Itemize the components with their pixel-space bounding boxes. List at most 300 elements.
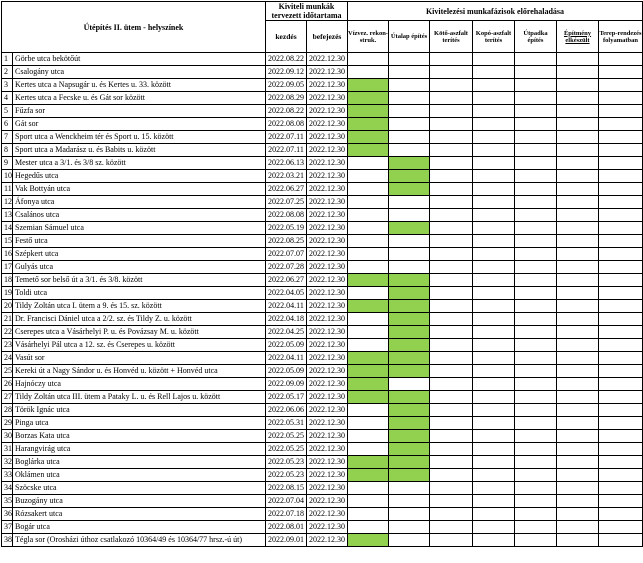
phase-cell: [430, 79, 473, 92]
phase-cell: [557, 183, 599, 196]
row-number: 32: [2, 456, 13, 469]
phase-cell: [473, 287, 515, 300]
phase-cell-done: [348, 92, 389, 105]
phase-cell: [557, 495, 599, 508]
table-row: [2, 235, 643, 248]
row-number: 26: [2, 378, 13, 391]
phase-cell-done: [389, 326, 430, 339]
end-date: 2022.12.30: [307, 313, 348, 326]
table-row: [2, 417, 643, 430]
phase-cell: [389, 248, 430, 261]
phase-cell: [557, 365, 599, 378]
phase-cell: [473, 274, 515, 287]
location-name: Sport utca a Madarász u. és Babits u. között: [13, 144, 266, 157]
table-row: [2, 430, 643, 443]
row-number: 9: [2, 157, 13, 170]
table-row: [2, 534, 643, 547]
start-date: 2022.07.18: [266, 508, 307, 521]
start-date: 2022.05.09: [266, 339, 307, 352]
row-number: 7: [2, 131, 13, 144]
phase-cell: [599, 53, 643, 66]
phase-cell: [599, 144, 643, 157]
phase-cell: [473, 352, 515, 365]
phase-cell: [599, 157, 643, 170]
phase-cell: [473, 365, 515, 378]
start-date: 2022.04.11: [266, 352, 307, 365]
phase-cell-done: [389, 157, 430, 170]
phase-cell: [473, 66, 515, 79]
phase-cell: [515, 313, 557, 326]
phase-cell: [557, 53, 599, 66]
phase-cell: [430, 482, 473, 495]
phase-cell: [515, 144, 557, 157]
phase-cell: [599, 339, 643, 352]
table-row: [2, 157, 643, 170]
phase-cell: [430, 339, 473, 352]
phase-cell: [389, 534, 430, 547]
phase-cell: [348, 313, 389, 326]
phase-cell: [430, 261, 473, 274]
phase-cell-done: [348, 378, 389, 391]
location-name: Toldi utca: [13, 287, 266, 300]
phase-cell: [473, 248, 515, 261]
table-row: [2, 469, 643, 482]
phase-cell-done: [389, 183, 430, 196]
location-name: Festő utca: [13, 235, 266, 248]
table-row: [2, 326, 643, 339]
start-date: 2022.04.18: [266, 313, 307, 326]
phase-cell: [389, 144, 430, 157]
phase-cell: [557, 170, 599, 183]
phase-cell: [473, 482, 515, 495]
location-name: Boglárka utca: [13, 456, 266, 469]
end-date: 2022.12.30: [307, 300, 348, 313]
table-row: [2, 339, 643, 352]
phase-cell: [599, 118, 643, 131]
phase-cell-done: [348, 365, 389, 378]
phase-cell: [473, 443, 515, 456]
location-name: Buzogány utca: [13, 495, 266, 508]
phase-cell-done: [348, 79, 389, 92]
location-name: Dr. Francisci Dániel utca a 2/2. sz. és Tildy Z. u. között: [13, 313, 266, 326]
location-name: Kereki út a Nagy Sándor u. és Honvéd u. között + Honvéd utca: [13, 365, 266, 378]
phase-cell: [348, 417, 389, 430]
location-name: Szemian Sámuel utca: [13, 222, 266, 235]
phase-cell: [430, 118, 473, 131]
table-row: [2, 66, 643, 79]
row-number: 34: [2, 482, 13, 495]
end-date: 2022.12.30: [307, 222, 348, 235]
phase-cell: [599, 495, 643, 508]
start-date: 2022.07.07: [266, 248, 307, 261]
row-number: 12: [2, 196, 13, 209]
phase-cell: [389, 235, 430, 248]
phase-cell-done: [348, 274, 389, 287]
location-name: Borzas Kata utca: [13, 430, 266, 443]
end-date: 2022.12.30: [307, 326, 348, 339]
location-name: Pinga utca: [13, 417, 266, 430]
phase-cell: [430, 170, 473, 183]
table-row: [2, 495, 643, 508]
start-date: 2022.08.15: [266, 482, 307, 495]
phase-cell: [599, 209, 643, 222]
phase-cell: [348, 482, 389, 495]
table-row: [2, 248, 643, 261]
phase-cell: [557, 118, 599, 131]
row-number: 8: [2, 144, 13, 157]
phase-cell: [599, 443, 643, 456]
phase-cell: [557, 209, 599, 222]
phase-cell: [557, 235, 599, 248]
phase-cell: [599, 196, 643, 209]
end-date: 2022.12.30: [307, 456, 348, 469]
phase-cell: [515, 365, 557, 378]
phase-cell: [557, 378, 599, 391]
start-date: 2022.09.05: [266, 79, 307, 92]
phase-cell-done: [389, 443, 430, 456]
phase-cell: [389, 261, 430, 274]
phase-cell-done: [389, 287, 430, 300]
phase-cell: [599, 391, 643, 404]
table-row: [2, 92, 643, 105]
end-date: 2022.12.30: [307, 105, 348, 118]
location-name: Áfonya utca: [13, 196, 266, 209]
start-date: 2022.06.13: [266, 157, 307, 170]
start-date: 2022.09.09: [266, 378, 307, 391]
end-date: 2022.12.30: [307, 430, 348, 443]
phase-cell: [430, 287, 473, 300]
phase-cell: [599, 378, 643, 391]
phase-cell: [430, 365, 473, 378]
phase-cell: [430, 157, 473, 170]
table-row: [2, 482, 643, 495]
phase-cell: [557, 313, 599, 326]
phase-cell: [430, 404, 473, 417]
phase-cell: [557, 105, 599, 118]
phase-cell: [430, 326, 473, 339]
timeline-title: Kiviteli munkák tervezett időtartama: [266, 2, 348, 21]
end-date: 2022.12.30: [307, 495, 348, 508]
phase-cell-done: [389, 222, 430, 235]
location-name: Vasút sor: [13, 352, 266, 365]
start-column-header: kezdés: [266, 21, 307, 53]
phase-cell: [473, 261, 515, 274]
location-name: Tégla sor (Orosházi úthoz csatlakozó 10364/49 és 10364/77 hrsz.-ú út): [13, 534, 266, 547]
location-name: Vásárhelyi Pál utca a 12. sz. és Cserepes u. között: [13, 339, 266, 352]
end-date: 2022.12.30: [307, 131, 348, 144]
phase-cell: [473, 521, 515, 534]
phase-cell: [515, 196, 557, 209]
phase-cell: [599, 170, 643, 183]
phase-cell: [599, 521, 643, 534]
phase-cell-done: [389, 352, 430, 365]
phase-cell: [430, 495, 473, 508]
phase-cell: [557, 222, 599, 235]
end-date: 2022.12.30: [307, 339, 348, 352]
phase-cell: [515, 261, 557, 274]
phase-cell-done: [389, 365, 430, 378]
row-number: 14: [2, 222, 13, 235]
row-number: 15: [2, 235, 13, 248]
phase-cell: [557, 326, 599, 339]
start-date: 2022.09.12: [266, 66, 307, 79]
phase-cell: [599, 352, 643, 365]
phase-cell: [430, 417, 473, 430]
phase-cell: [473, 196, 515, 209]
row-number: 19: [2, 287, 13, 300]
end-date: 2022.12.30: [307, 443, 348, 456]
phase-cell: [515, 352, 557, 365]
start-date: 2022.04.11: [266, 300, 307, 313]
end-date: 2022.12.30: [307, 196, 348, 209]
phase-cell: [557, 79, 599, 92]
start-date: 2022.06.06: [266, 404, 307, 417]
phase-cell: [348, 339, 389, 352]
phase-cell: [473, 534, 515, 547]
start-date: 2022.08.08: [266, 209, 307, 222]
table-row: [2, 404, 643, 417]
phase-cell: [473, 300, 515, 313]
table-row: [2, 105, 643, 118]
phase-cell: [348, 521, 389, 534]
end-date: 2022.12.30: [307, 404, 348, 417]
row-number: 24: [2, 352, 13, 365]
phase-cell: [599, 235, 643, 248]
phase-cell: [557, 534, 599, 547]
location-name: Bogár utca: [13, 521, 266, 534]
phase-cell: [515, 53, 557, 66]
phase-cell: [389, 495, 430, 508]
phase-cell: [430, 469, 473, 482]
start-date: 2022.05.25: [266, 430, 307, 443]
start-date: 2022.05.31: [266, 417, 307, 430]
phase-cell: [389, 118, 430, 131]
end-date: 2022.12.30: [307, 144, 348, 157]
phase-header-binder: Kötő-aszfalt terítés: [430, 21, 473, 53]
phase-cell: [515, 482, 557, 495]
phase-cell-done: [389, 300, 430, 313]
start-date: 2022.08.22: [266, 105, 307, 118]
phase-cell: [599, 92, 643, 105]
phase-cell: [473, 105, 515, 118]
row-number: 2: [2, 66, 13, 79]
phase-cell: [515, 495, 557, 508]
phase-cell: [515, 326, 557, 339]
phase-cell: [473, 404, 515, 417]
phase-cell: [599, 313, 643, 326]
phase-cell-done: [389, 430, 430, 443]
location-name: Fűzfa sor: [13, 105, 266, 118]
phase-cell: [557, 300, 599, 313]
row-number: 27: [2, 391, 13, 404]
phase-cell: [557, 430, 599, 443]
phase-cell: [557, 391, 599, 404]
row-number: 17: [2, 261, 13, 274]
phase-cell: [599, 534, 643, 547]
phase-cell: [515, 300, 557, 313]
end-date: 2022.12.30: [307, 508, 348, 521]
phase-cell: [430, 534, 473, 547]
row-number: 13: [2, 209, 13, 222]
phase-cell: [557, 352, 599, 365]
table-row: [2, 365, 643, 378]
end-date: 2022.12.30: [307, 365, 348, 378]
phase-cell-done: [389, 404, 430, 417]
phase-cell: [515, 404, 557, 417]
end-date: 2022.12.30: [307, 66, 348, 79]
phase-header-base: Útalap építés: [389, 21, 430, 53]
phase-cell: [557, 521, 599, 534]
start-date: 2022.05.23: [266, 469, 307, 482]
location-name: Csalogány utca: [13, 66, 266, 79]
phase-cell: [599, 456, 643, 469]
phase-cell: [473, 209, 515, 222]
table-row: [2, 300, 643, 313]
row-number: 28: [2, 404, 13, 417]
phase-cell: [557, 456, 599, 469]
phase-cell-done: [389, 274, 430, 287]
phase-cell-done: [348, 456, 389, 469]
row-number: 10: [2, 170, 13, 183]
phase-cell: [515, 534, 557, 547]
location-name: Csalános utca: [13, 209, 266, 222]
phase-cell: [599, 183, 643, 196]
phase-cell: [557, 66, 599, 79]
end-date: 2022.12.30: [307, 92, 348, 105]
phase-cell: [473, 79, 515, 92]
phase-cell: [557, 287, 599, 300]
location-name: Hegedűs utca: [13, 170, 266, 183]
phase-cell: [515, 287, 557, 300]
phase-cell: [473, 378, 515, 391]
phase-cell: [348, 248, 389, 261]
phase-cell: [348, 287, 389, 300]
section-title: Útépítés II. ütem - helyszínek: [2, 2, 266, 53]
start-date: 2022.05.25: [266, 443, 307, 456]
phase-cell: [473, 144, 515, 157]
phase-cell: [430, 521, 473, 534]
row-number: 33: [2, 469, 13, 482]
road-construction-table: [1, 1, 643, 547]
phase-cell: [389, 378, 430, 391]
phase-cell: [473, 508, 515, 521]
phase-cell-done: [348, 300, 389, 313]
phase-cell: [557, 261, 599, 274]
start-date: 2022.04.05: [266, 287, 307, 300]
phase-cell: [389, 53, 430, 66]
start-date: 2022.05.23: [266, 456, 307, 469]
table-row: [2, 521, 643, 534]
phase-cell: [389, 66, 430, 79]
phase-cell-done: [348, 469, 389, 482]
phase-cell: [473, 313, 515, 326]
row-number: 5: [2, 105, 13, 118]
phase-cell: [599, 469, 643, 482]
phase-cell: [599, 482, 643, 495]
phase-cell: [515, 170, 557, 183]
row-number: 11: [2, 183, 13, 196]
location-name: Szépkert utca: [13, 248, 266, 261]
phase-cell: [515, 222, 557, 235]
phase-cell: [430, 378, 473, 391]
phase-cell: [389, 482, 430, 495]
table-row: [2, 456, 643, 469]
phase-cell: [599, 131, 643, 144]
location-name: Sport utca a Wenckheim tér és Sport u. 15. között: [13, 131, 266, 144]
location-name: Rózsakert utca: [13, 508, 266, 521]
phase-cell: [557, 196, 599, 209]
phase-cell: [515, 274, 557, 287]
phase-cell: [473, 53, 515, 66]
phase-cell: [430, 53, 473, 66]
phase-cell: [599, 365, 643, 378]
phase-cell: [515, 391, 557, 404]
end-date: 2022.12.30: [307, 209, 348, 222]
phase-cell: [389, 105, 430, 118]
phase-cell: [557, 443, 599, 456]
phase-cell: [599, 79, 643, 92]
phase-cell: [348, 157, 389, 170]
location-name: Cserepes utca a Vásárhelyi P. u. és Povázsay M. u. között: [13, 326, 266, 339]
phase-cell: [599, 66, 643, 79]
end-date: 2022.12.30: [307, 378, 348, 391]
table-row: [2, 313, 643, 326]
end-date: 2022.12.30: [307, 391, 348, 404]
phase-cell: [557, 274, 599, 287]
location-name: Gulyás utca: [13, 261, 266, 274]
end-date: 2022.12.30: [307, 352, 348, 365]
end-date: 2022.12.30: [307, 261, 348, 274]
progress-title: Kivitelezési munkafázisok előrehaladása: [348, 2, 643, 21]
end-date: 2022.12.30: [307, 183, 348, 196]
end-date: 2022.12.30: [307, 469, 348, 482]
phase-cell-done: [389, 313, 430, 326]
phase-cell-done: [389, 391, 430, 404]
phase-cell: [515, 183, 557, 196]
phase-cell: [430, 352, 473, 365]
phase-cell-done: [348, 105, 389, 118]
phase-cell: [515, 521, 557, 534]
phase-cell: [473, 417, 515, 430]
phase-cell: [473, 170, 515, 183]
end-date: 2022.12.30: [307, 482, 348, 495]
row-number: 36: [2, 508, 13, 521]
phase-cell: [348, 430, 389, 443]
phase-cell-done: [348, 534, 389, 547]
table-row: [2, 183, 643, 196]
row-number: 20: [2, 300, 13, 313]
phase-cell: [515, 456, 557, 469]
phase-cell: [557, 144, 599, 157]
table-row: [2, 508, 643, 521]
phase-cell: [430, 105, 473, 118]
location-name: Harangvirág utca: [13, 443, 266, 456]
phase-cell: [599, 300, 643, 313]
phase-cell: [348, 495, 389, 508]
row-number: 29: [2, 417, 13, 430]
phase-cell-done: [348, 131, 389, 144]
phase-cell: [557, 469, 599, 482]
phase-cell: [430, 183, 473, 196]
row-number: 37: [2, 521, 13, 534]
phase-cell-done: [389, 339, 430, 352]
phase-cell: [473, 495, 515, 508]
row-number: 1: [2, 53, 13, 66]
phase-cell-done: [389, 417, 430, 430]
row-number: 22: [2, 326, 13, 339]
phase-cell: [473, 430, 515, 443]
start-date: 2022.08.22: [266, 53, 307, 66]
